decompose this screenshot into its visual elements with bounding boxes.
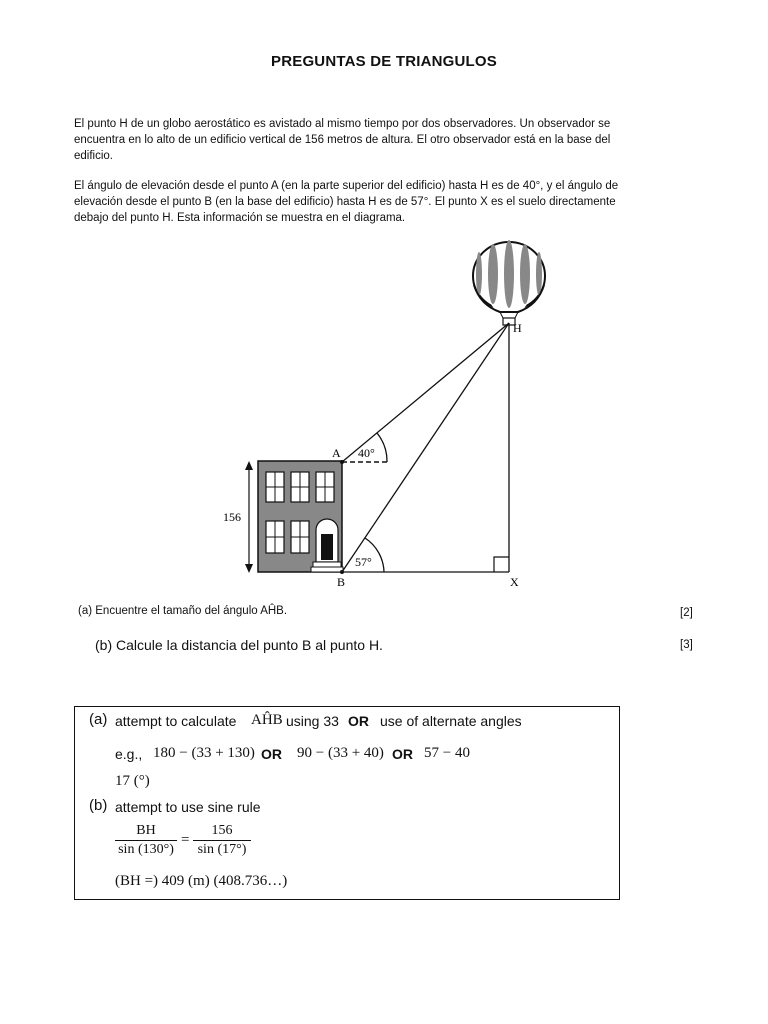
answer-b-result: (BH =) 409 (m) (408.736…) [115,873,288,889]
answer-expr-1: 180 − (33 + 130) [153,745,255,761]
fraction-156-denominator: sin (17°) [197,842,247,857]
label-x: X [510,575,519,589]
answer-a-angle: AĤB [251,712,283,728]
answer-a-or: OR [348,713,369,729]
answer-expr-3: 57 − 40 [424,745,470,761]
question-b: (b) Calcule la distancia del punto B al punto H. [95,637,383,653]
question-a-marks: [2] [680,607,693,619]
answer-expr-2: 90 − (33 + 40) [297,745,384,761]
answer-eg: e.g., [115,746,143,762]
answer-or-2: OR [261,746,282,762]
point-b [340,570,344,574]
line-ah [342,323,509,462]
label-b: B [337,575,346,589]
fraction-156-numerator: 156 [193,823,251,841]
question-b-marks: [3] [680,639,693,651]
angle-arc-a [377,433,387,462]
answer-or-3: OR [392,746,413,762]
balloon-icon [473,240,545,325]
answer-a-result: 17 (°) [115,773,150,789]
building-icon [258,461,343,572]
height-label: 156 [223,510,241,524]
right-angle-mark [494,557,509,572]
answer-a-text2: using 33 [286,713,339,729]
answer-b-label: (b) [89,797,108,814]
fraction-bh-denominator: sin (130°) [118,842,174,857]
page-title: PREGUNTAS DE TRIANGULOS [271,53,497,70]
point-a [340,460,344,464]
fraction-bh [115,823,177,858]
problem-paragraph-1: El punto H de un globo aerostático es avistado al mismo tiempo por dos observadores. Un observador se encuentra en lo alto de un edificio vertical de 156 metros de altura. El otro observador está en la base del edificio. [74,118,611,162]
equals-sign: = [181,832,190,848]
fraction-156 [193,823,251,858]
answer-b-text: attempt to use sine rule [115,799,261,815]
answer-a-text1: attempt to calculate [115,713,237,729]
question-a: (a) Encuentre el tamaño del ángulo AĤB. [78,605,288,617]
label-a: A [332,446,341,460]
fraction-bh-numerator: BH [115,823,177,841]
problem-paragraph-2: El ángulo de elevación desde el punto A (en la parte superior del edificio) hasta H es de 40°, y el ángulo de elevación desde el punto B (en la base del edificio) hasta H es de 57°. El punto X es el suelo directamente debajo del punto H. Esta información se muestra en el diagrama. [74,180,619,224]
angle-b-label: 57° [355,555,372,569]
angle-a-label: 40° [358,446,375,460]
answer-box [74,706,620,900]
answer-a-label: (a) [89,711,108,728]
label-h: H [513,321,522,335]
answer-a-text3: use of alternate angles [380,713,522,729]
